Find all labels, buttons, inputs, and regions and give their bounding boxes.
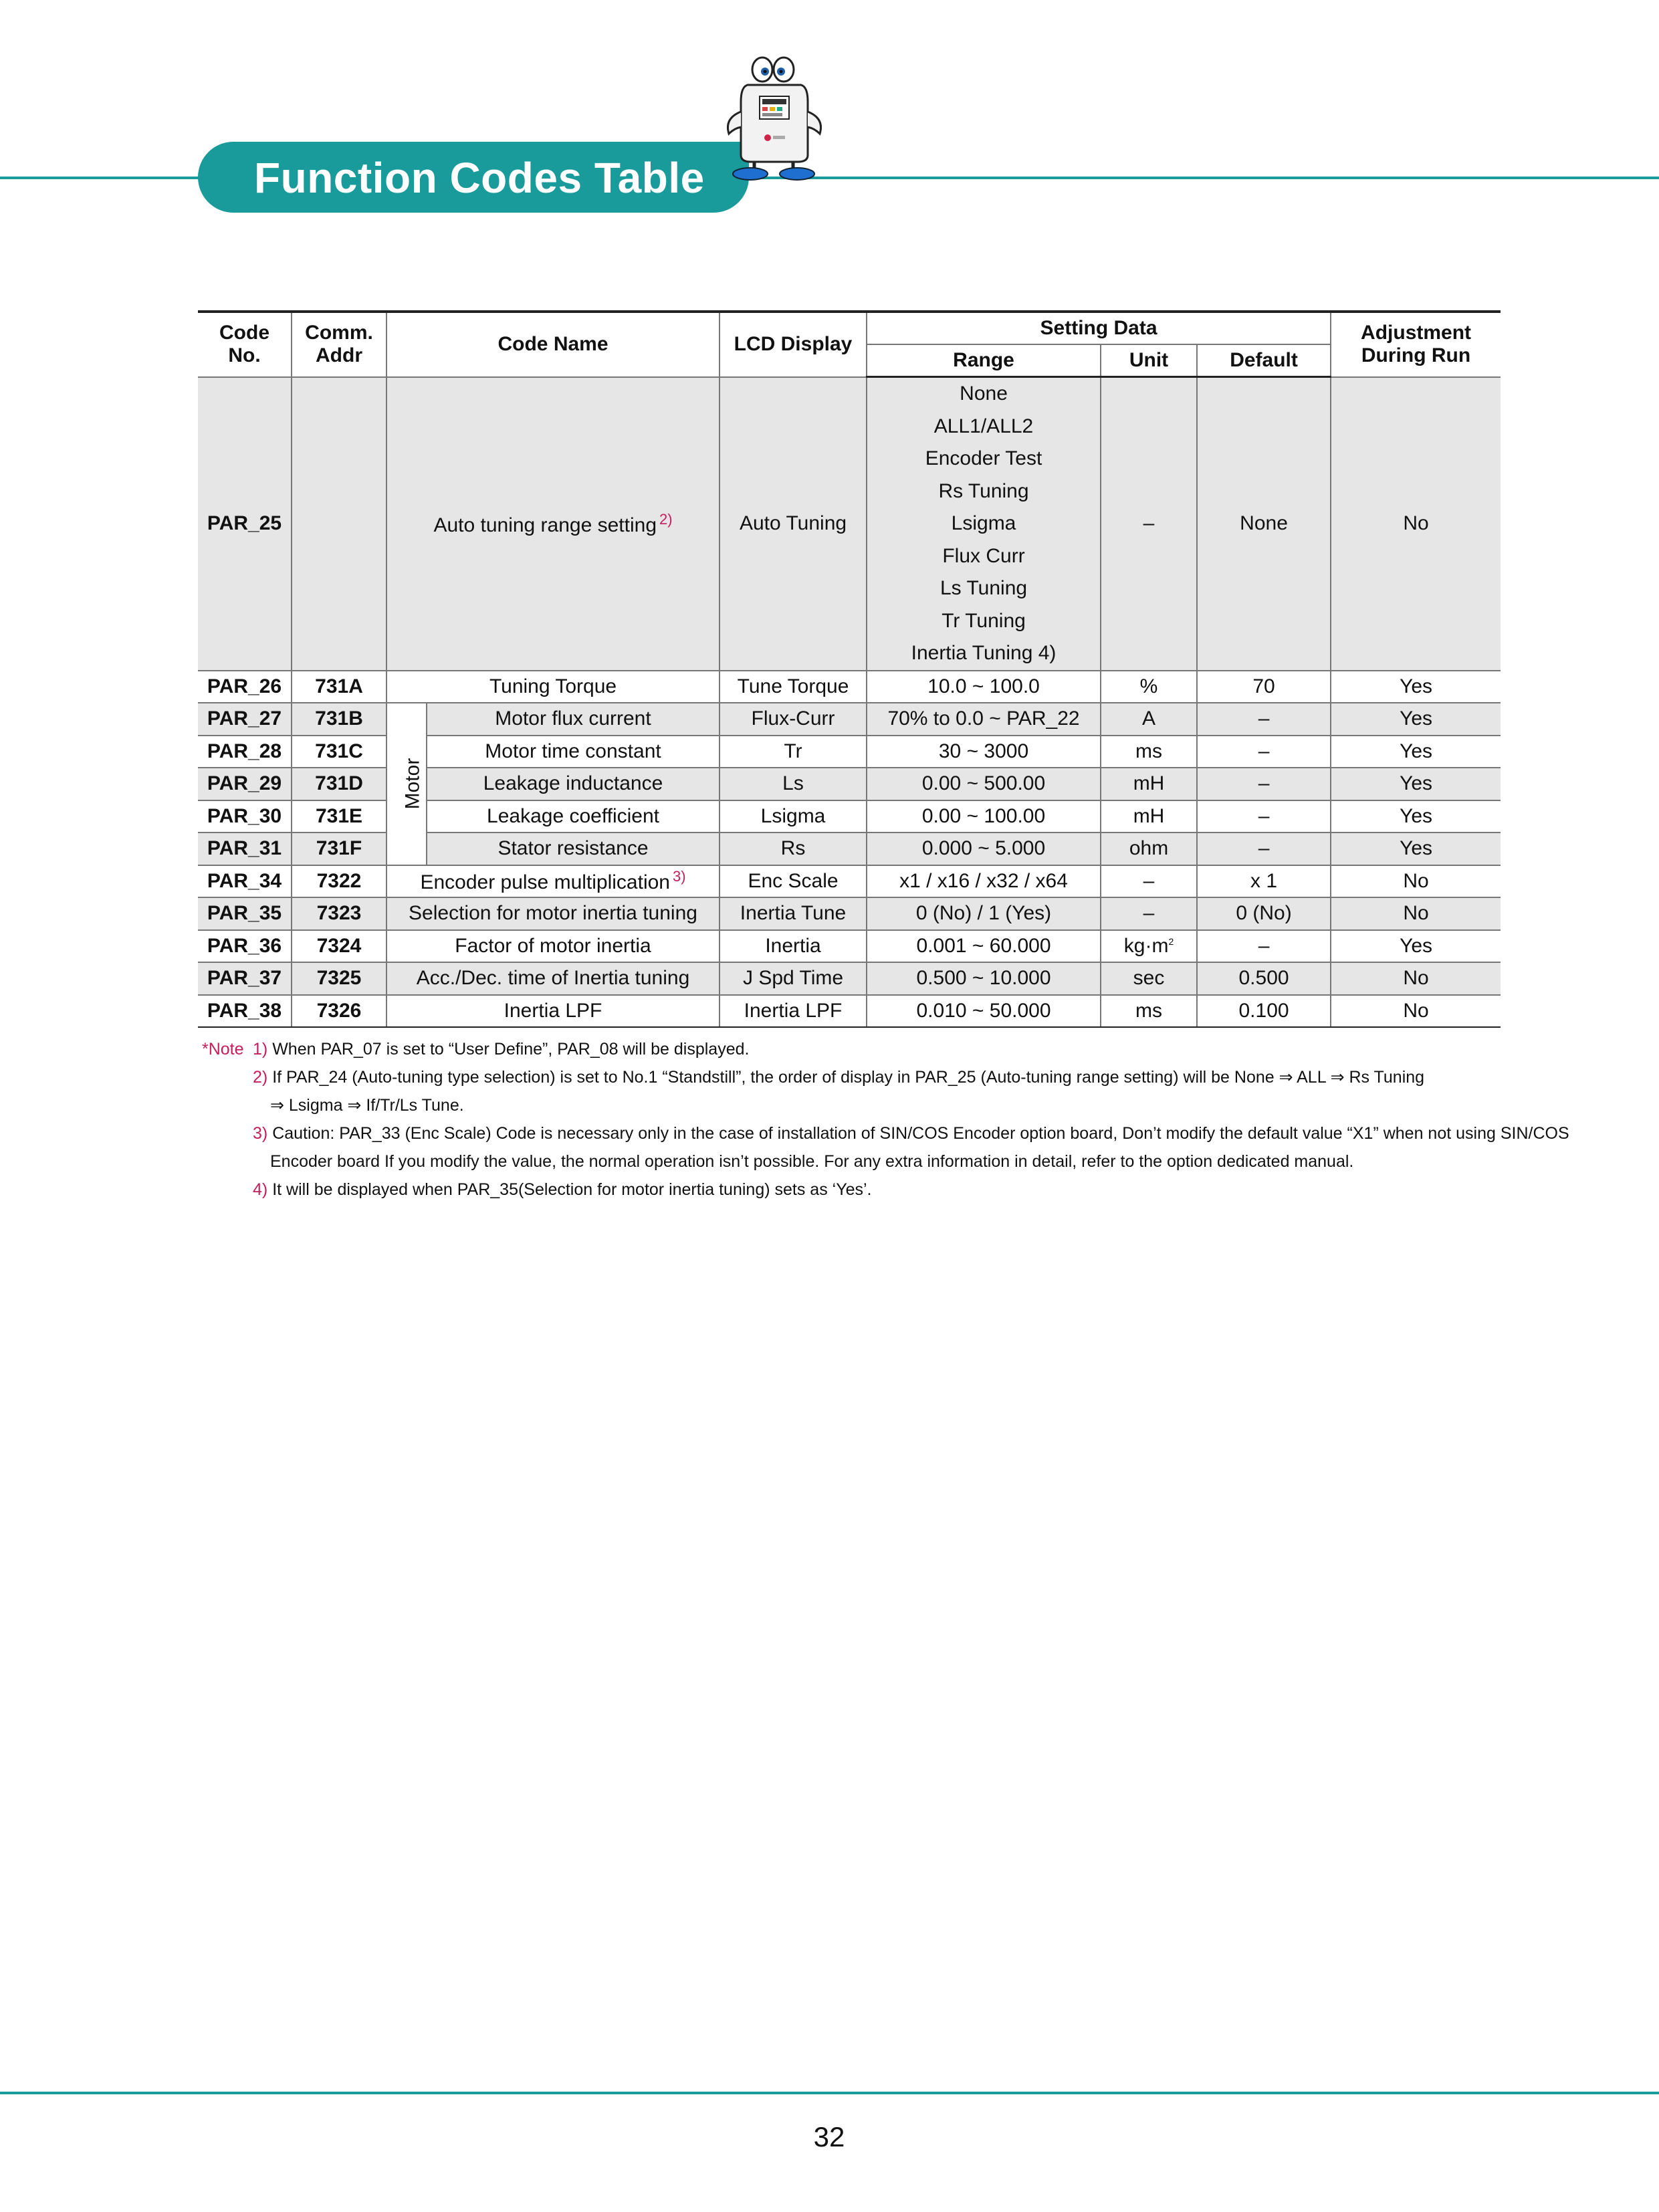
name-cell: Selection for motor inertia tuning (386, 897, 720, 930)
name-cell: Encoder pulse multiplication $^{3)}$ (386, 865, 720, 898)
adjust-cell: Yes (1331, 930, 1501, 963)
footnote-ref: 2) (659, 510, 673, 528)
adjust-cell: No (1331, 897, 1501, 930)
name-cell: Factor of motor inertia (386, 930, 720, 963)
table-row (198, 377, 1501, 671)
default-cell: None (1197, 377, 1331, 671)
adjust-cell: Yes (1331, 671, 1501, 703)
table-row (198, 897, 1501, 930)
default-cell: 0.100 (1197, 995, 1331, 1028)
motor-group-label: Motor (386, 703, 427, 865)
footer-rule (0, 2092, 1659, 2094)
page-title: Function Codes Table (254, 154, 705, 202)
header-code-name: Code Name (386, 312, 720, 377)
code-cell: PAR_31 (198, 833, 292, 865)
note-2-cont: ⇒ Lsigma ⇒ If/Tr/Ls Tune. (270, 1096, 464, 1115)
header-setting-data: Setting Data (867, 312, 1331, 344)
adjust-cell: No (1331, 995, 1501, 1028)
note-prefix: *Note (202, 1040, 244, 1059)
code-cell: PAR_37 (198, 962, 292, 995)
adjust-cell: No (1331, 377, 1501, 671)
name-cell: Acc./Dec. time of Inertia tuning (386, 962, 720, 995)
adjust-cell: Yes (1331, 736, 1501, 768)
range-cell: 0.010 ~ 50.000 (867, 995, 1101, 1028)
range-cell: 0.00 ~ 500.00 (867, 768, 1101, 800)
code-cell: PAR_25 (198, 377, 292, 671)
table-row (198, 671, 1501, 703)
code-cell: PAR_38 (198, 995, 292, 1028)
addr-cell: 7322 (292, 865, 386, 898)
default-cell: – (1197, 800, 1331, 833)
code-cell: PAR_30 (198, 800, 292, 833)
addr-cell: 7325 (292, 962, 386, 995)
name-cell: Motor flux current (427, 703, 720, 736)
adjust-cell: No (1331, 962, 1501, 995)
unit-cell: ms (1101, 995, 1197, 1028)
name-cell: Motor time constant (427, 736, 720, 768)
unit-cell: – (1101, 865, 1197, 898)
lcd-cell: Inertia Tune (720, 897, 867, 930)
lcd-cell: Inertia (720, 930, 867, 963)
lcd-cell: Tune Torque (720, 671, 867, 703)
name-cell: Stator resistance (427, 833, 720, 865)
lcd-cell: Inertia LPF (720, 995, 867, 1028)
name-cell: Leakage inductance (427, 768, 720, 800)
lcd-cell: Rs (720, 833, 867, 865)
adjust-cell: Yes (1331, 703, 1501, 736)
footnote-ref: 3) (673, 868, 686, 885)
lcd-cell: J Spd Time (720, 962, 867, 995)
lcd-cell: Enc Scale (720, 865, 867, 898)
code-cell: PAR_28 (198, 736, 292, 768)
unit-cell: ms (1101, 736, 1197, 768)
addr-cell: 731D (292, 768, 386, 800)
range-cell: 0.001 ~ 60.000 (867, 930, 1101, 963)
addr-cell (292, 377, 386, 671)
addr-cell: 731E (292, 800, 386, 833)
note-1: *Note 1) When PAR_07 is set to “User Define”, PAR_08 will be displayed. (202, 1035, 1499, 1063)
range-cell: x1 / x16 / x32 / x64 (867, 865, 1101, 898)
adjust-cell: Yes (1331, 800, 1501, 833)
addr-cell: 731A (292, 671, 386, 703)
header-code-no: Code No. (198, 312, 292, 377)
adjust-cell: No (1331, 865, 1501, 898)
code-cell: PAR_36 (198, 930, 292, 963)
range-cell: 0.500 ~ 10.000 (867, 962, 1101, 995)
code-cell: PAR_35 (198, 897, 292, 930)
range-cell: 0 (No) / 1 (Yes) (867, 897, 1101, 930)
unit-cell: – (1101, 377, 1197, 671)
unit-cell: mH (1101, 768, 1197, 800)
default-cell: – (1197, 930, 1331, 963)
default-cell: x 1 (1197, 865, 1331, 898)
range-cell: None ALL1/ALL2 Encoder Test Rs Tuning Lsigma Flux Curr Ls Tuning Tr Tuning Inertia Tuning 4) (867, 377, 1101, 671)
default-cell: – (1197, 768, 1331, 800)
table-row (198, 962, 1501, 995)
note-3: 3) Caution: PAR_33 (Enc Scale) Code is necessary only in the case of installation of SIN/COS Encoder option board, Don’t modify the default value “X1” when not using SIN/COS (253, 1124, 1569, 1143)
unit-cell: mH (1101, 800, 1197, 833)
name-cell: Inertia LPF (386, 995, 720, 1028)
name-cell: Auto tuning range setting $^{2)}$ (386, 377, 720, 671)
footnotes (202, 1035, 1569, 1204)
note-2: 2) If PAR_24 (Auto-tuning type selection) is set to No.1 “Standstill”, the order of display in PAR_25 (Auto-tuning range setting) will be None ⇒ ALL ⇒ Rs Tuning (253, 1068, 1425, 1087)
header-default: Default (1197, 344, 1331, 377)
code-cell: PAR_27 (198, 703, 292, 736)
lcd-cell: Auto Tuning (720, 377, 867, 671)
range-cell: 0.000 ~ 5.000 (867, 833, 1101, 865)
unit-cell: % (1101, 671, 1197, 703)
table-row (198, 930, 1501, 963)
unit-cell: sec (1101, 962, 1197, 995)
code-cell: PAR_26 (198, 671, 292, 703)
addr-cell: 731C (292, 736, 386, 768)
note-3-cont: Encoder board If you modify the value, the normal operation isn’t possible. For any extra information in detail, refer to the option dedicated manual. (270, 1152, 1354, 1171)
code-cell: PAR_34 (198, 865, 292, 898)
addr-cell: 731F (292, 833, 386, 865)
header-comm-addr: Comm. Addr (292, 312, 386, 377)
unit-cell: A (1101, 703, 1197, 736)
unit-cell: – (1101, 897, 1197, 930)
addr-cell: 7324 (292, 930, 386, 963)
note-4: 4) It will be displayed when PAR_35(Selection for motor inertia tuning) sets as ‘Yes’. (253, 1180, 872, 1199)
table-row (198, 995, 1501, 1028)
default-cell: 70 (1197, 671, 1331, 703)
name-cell: Leakage coefficient (427, 800, 720, 833)
unit-cell: ohm (1101, 833, 1197, 865)
default-cell: 0 (No) (1197, 897, 1331, 930)
table-row (198, 703, 1501, 736)
lcd-cell: Ls (720, 768, 867, 800)
range-cell: 30 ~ 3000 (867, 736, 1101, 768)
inverter-mascot-icon (721, 55, 828, 182)
header-lcd-display: LCD Display (720, 312, 867, 377)
code-cell: PAR_29 (198, 768, 292, 800)
lcd-cell: Tr (720, 736, 867, 768)
range-cell: 10.0 ~ 100.0 (867, 671, 1101, 703)
adjust-cell: Yes (1331, 833, 1501, 865)
adjust-cell: Yes (1331, 768, 1501, 800)
addr-cell: 7326 (292, 995, 386, 1028)
range-cell: 70% to 0.0 ~ PAR_22 (867, 703, 1101, 736)
header-range: Range (867, 344, 1101, 377)
header-adjustment: Adjustment During Run (1331, 312, 1501, 377)
default-cell: – (1197, 833, 1331, 865)
default-cell: – (1197, 703, 1331, 736)
unit-cell: $kg\cdot m^2$ (1101, 930, 1197, 963)
function-codes-table (198, 310, 1501, 1028)
default-cell: 0.500 (1197, 962, 1331, 995)
lcd-cell: Flux-Curr (720, 703, 867, 736)
range-cell: 0.00 ~ 100.00 (867, 800, 1101, 833)
lcd-cell: Lsigma (720, 800, 867, 833)
header-unit: Unit (1101, 344, 1197, 377)
table-row (198, 865, 1501, 898)
default-cell: – (1197, 736, 1331, 768)
addr-cell: 731B (292, 703, 386, 736)
page-number: 32 (813, 2121, 845, 2152)
addr-cell: 7323 (292, 897, 386, 930)
name-cell: Tuning Torque (386, 671, 720, 703)
